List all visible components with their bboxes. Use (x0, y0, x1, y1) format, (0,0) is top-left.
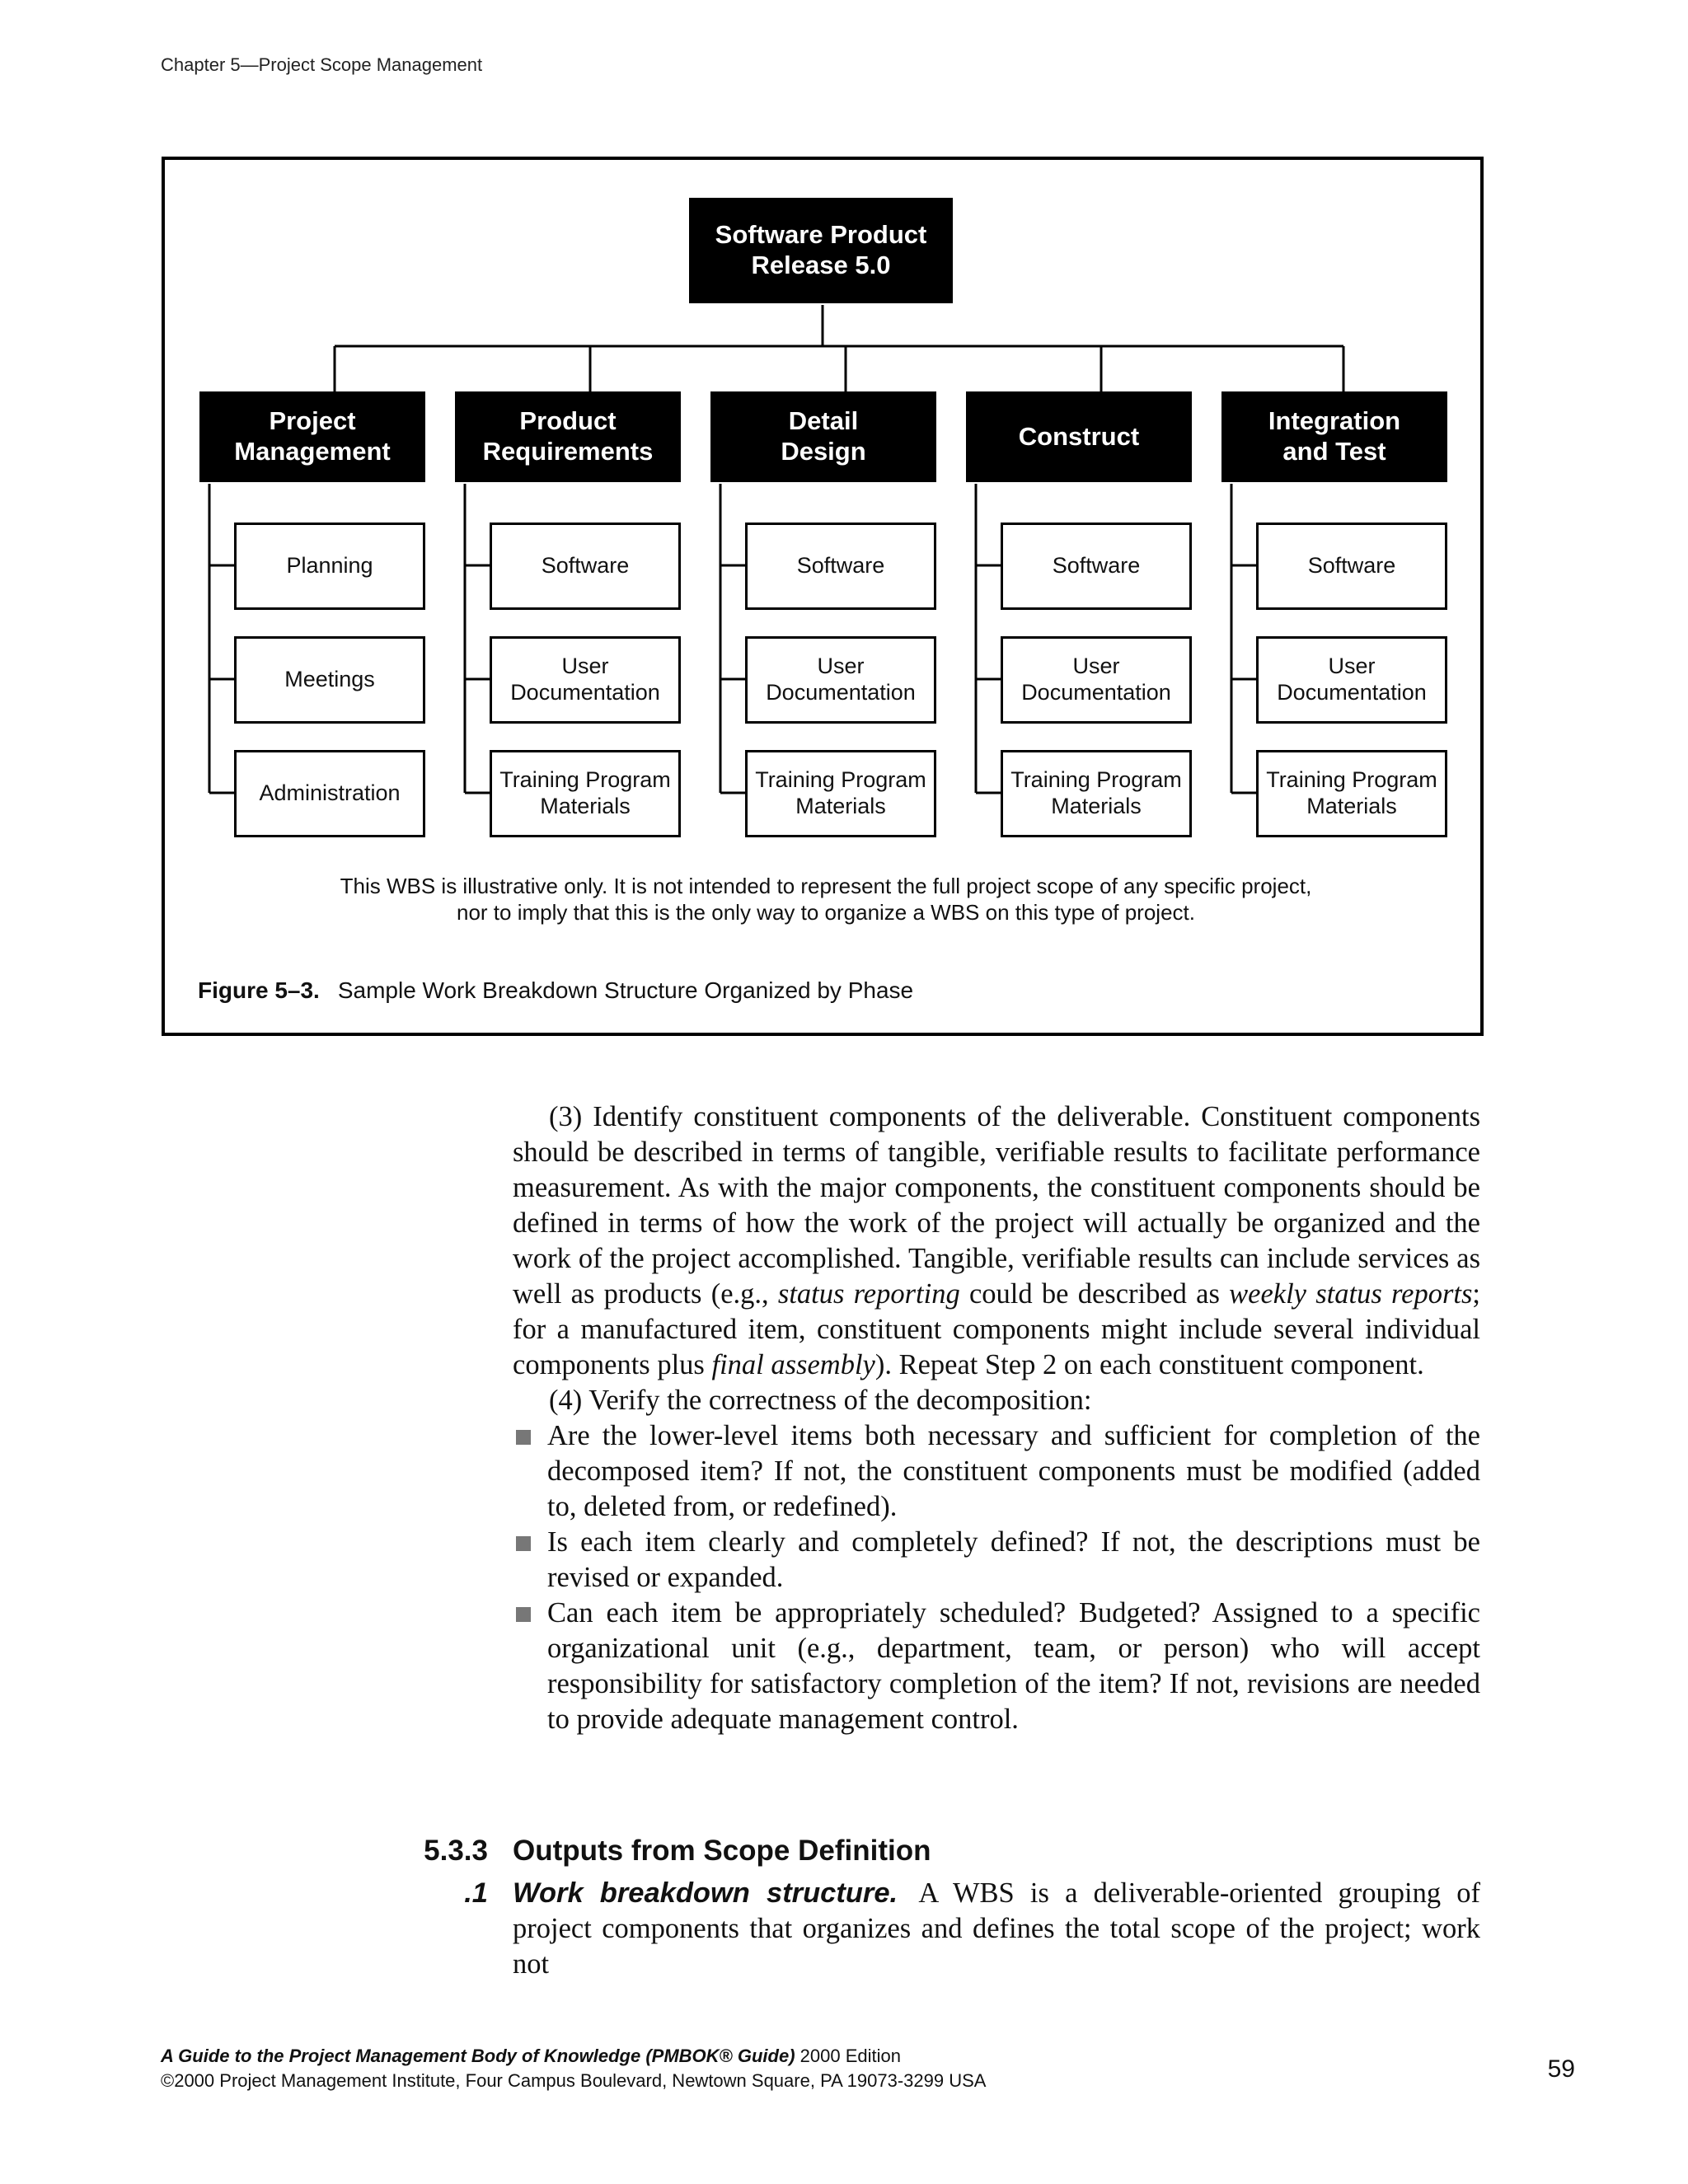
running-head: Chapter 5—Project Scope Management (161, 54, 483, 75)
list-item-text: Can each item be appropriately scheduled? Budgeted? Assigned to a specific organizational unit (e.g., department, team, or person) who will accept responsibility for satisfactory completion of the item? If not, revisions are needed to provide adequate management control. (547, 1597, 1480, 1735)
subsection-text: A WBS is a deliverable-oriented grouping of project components that organizes and defines the total scope of the project; work not (513, 1877, 1480, 1980)
wbs-item-label: User Documentation (510, 654, 660, 705)
wbs-item (490, 636, 681, 724)
wbs-item (1001, 750, 1192, 837)
wbs-item-label: Software (1307, 553, 1396, 579)
footer-guide-title: A Guide to the Project Management Body of Knowledge (PMBOK® Guide) (161, 2046, 795, 2066)
wbs-item (490, 523, 681, 610)
wbs-item (1256, 636, 1447, 724)
subsection-lead: Work breakdown structure. (513, 1877, 898, 1909)
footer-edition: 2000 Edition (795, 2046, 901, 2066)
page-number: 59 (1547, 2055, 1575, 2083)
wbs-item-label: Planning (286, 553, 373, 579)
step-3-italic: final assembly (711, 1349, 875, 1380)
wbs-item (234, 523, 425, 610)
figure-disclaimer: This WBS is illustrative only. It is not intended to represent the full project scope of any specific project, nor to imply that this is the only way to organize a WBS on this type of project. (340, 874, 1312, 925)
wbs-item (234, 750, 425, 837)
wbs-item-label: Administration (259, 780, 401, 806)
step-3-text: ; for a manufactured item, constituent components might include several individual components plus (513, 1278, 1481, 1380)
wbs-item (1256, 523, 1447, 610)
wbs-phase-integration-and-test (1221, 391, 1447, 482)
wbs-item (745, 750, 936, 837)
wbs-item-label: Training Program Materials (1010, 767, 1182, 818)
square-bullet-icon (516, 1430, 531, 1445)
wbs-item (1256, 750, 1447, 837)
list-item (513, 1418, 1480, 1525)
wbs-item (1001, 636, 1192, 724)
wbs-item-label: Training Program Materials (755, 767, 926, 818)
step-3-italic: weekly status reports (1229, 1278, 1473, 1310)
wbs-item-label: User Documentation (1277, 654, 1427, 705)
subsection-body (513, 1876, 1480, 1982)
wbs-item (745, 636, 936, 724)
footer-guide-line (161, 2044, 986, 2069)
figure-caption-number: Figure 5–3. (198, 977, 320, 1003)
wbs-item-label: User Documentation (1021, 654, 1171, 705)
wbs-item-label: User Documentation (766, 654, 916, 705)
wbs-item-label: Training Program Materials (499, 767, 671, 818)
subsection-number: .1 (464, 1877, 488, 1909)
wbs-root-label: Software Product Release 5.0 (715, 220, 927, 279)
step-3-italic: status reporting (777, 1278, 960, 1310)
list-item (513, 1525, 1480, 1596)
section-title: Outputs from Scope Definition (513, 1835, 931, 1867)
wbs-item-label: Training Program Materials (1266, 767, 1437, 818)
wbs-item (1001, 523, 1192, 610)
footer-copyright: ©2000 Project Management Institute, Four Campus Boulevard, Newtown Square, PA 19073-3299 USA (161, 2070, 987, 2091)
wbs-item (234, 636, 425, 724)
wbs-phase-detail-design (710, 391, 936, 482)
wbs-item-label: Software (541, 553, 630, 579)
wbs-phase-label: Detail Design (781, 406, 866, 466)
wbs-phase-product-requirements (455, 391, 681, 482)
body-text (513, 1099, 1480, 1737)
wbs-phase-project-management (199, 391, 425, 482)
wbs-phase-construct (966, 391, 1192, 482)
wbs-phase-label: Product Requirements (482, 406, 654, 466)
wbs-root-box (689, 198, 953, 303)
wbs-phase-label: Project Management (234, 406, 391, 466)
step-3-text: could be described as (959, 1278, 1230, 1310)
list-item-text: Are the lower-level items both necessary and sufficient for completion of the decomposed item? If not, the constituent components must be modified (added to, deleted from, or redefined). (547, 1420, 1480, 1522)
figure-caption (198, 977, 913, 1004)
wbs-item (490, 750, 681, 837)
step-3-text: (3) Identify constituent components of the deliverable. Constituent components should be described in terms of tangible, verifiable results to facilitate performance measurement. As with the major components, the constituent components should be defined in terms of how the work of the project will actually be organized and the work of the project accomplished. Tangible, verifiable results can include services as well as products (e.g., (513, 1101, 1480, 1310)
wbs-phase-label: Integration and Test (1268, 406, 1401, 466)
wbs-item-label: Software (1052, 553, 1141, 579)
wbs-item (745, 523, 936, 610)
page-footer (161, 2044, 986, 2093)
wbs-item-label: Software (796, 553, 885, 579)
wbs-figure (162, 157, 1484, 1036)
wbs-phase-label: Construct (1018, 421, 1140, 451)
verification-list (513, 1418, 1480, 1737)
section-number: 5.3.3 (424, 1835, 488, 1867)
figure-caption-text: Sample Work Breakdown Structure Organized by Phase (337, 977, 914, 1003)
step-3-paragraph (513, 1099, 1480, 1383)
step-4-paragraph: (4) Verify the correctness of the decomposition: (549, 1385, 1092, 1416)
square-bullet-icon (516, 1536, 531, 1551)
square-bullet-icon (516, 1607, 531, 1622)
list-item-text: Is each item clearly and completely defined? If not, the descriptions must be revised or expanded. (547, 1526, 1480, 1593)
wbs-item-label: Meetings (284, 667, 375, 692)
step-3-text: ). Repeat Step 2 on each constituent component. (874, 1349, 1424, 1380)
list-item (513, 1596, 1480, 1737)
